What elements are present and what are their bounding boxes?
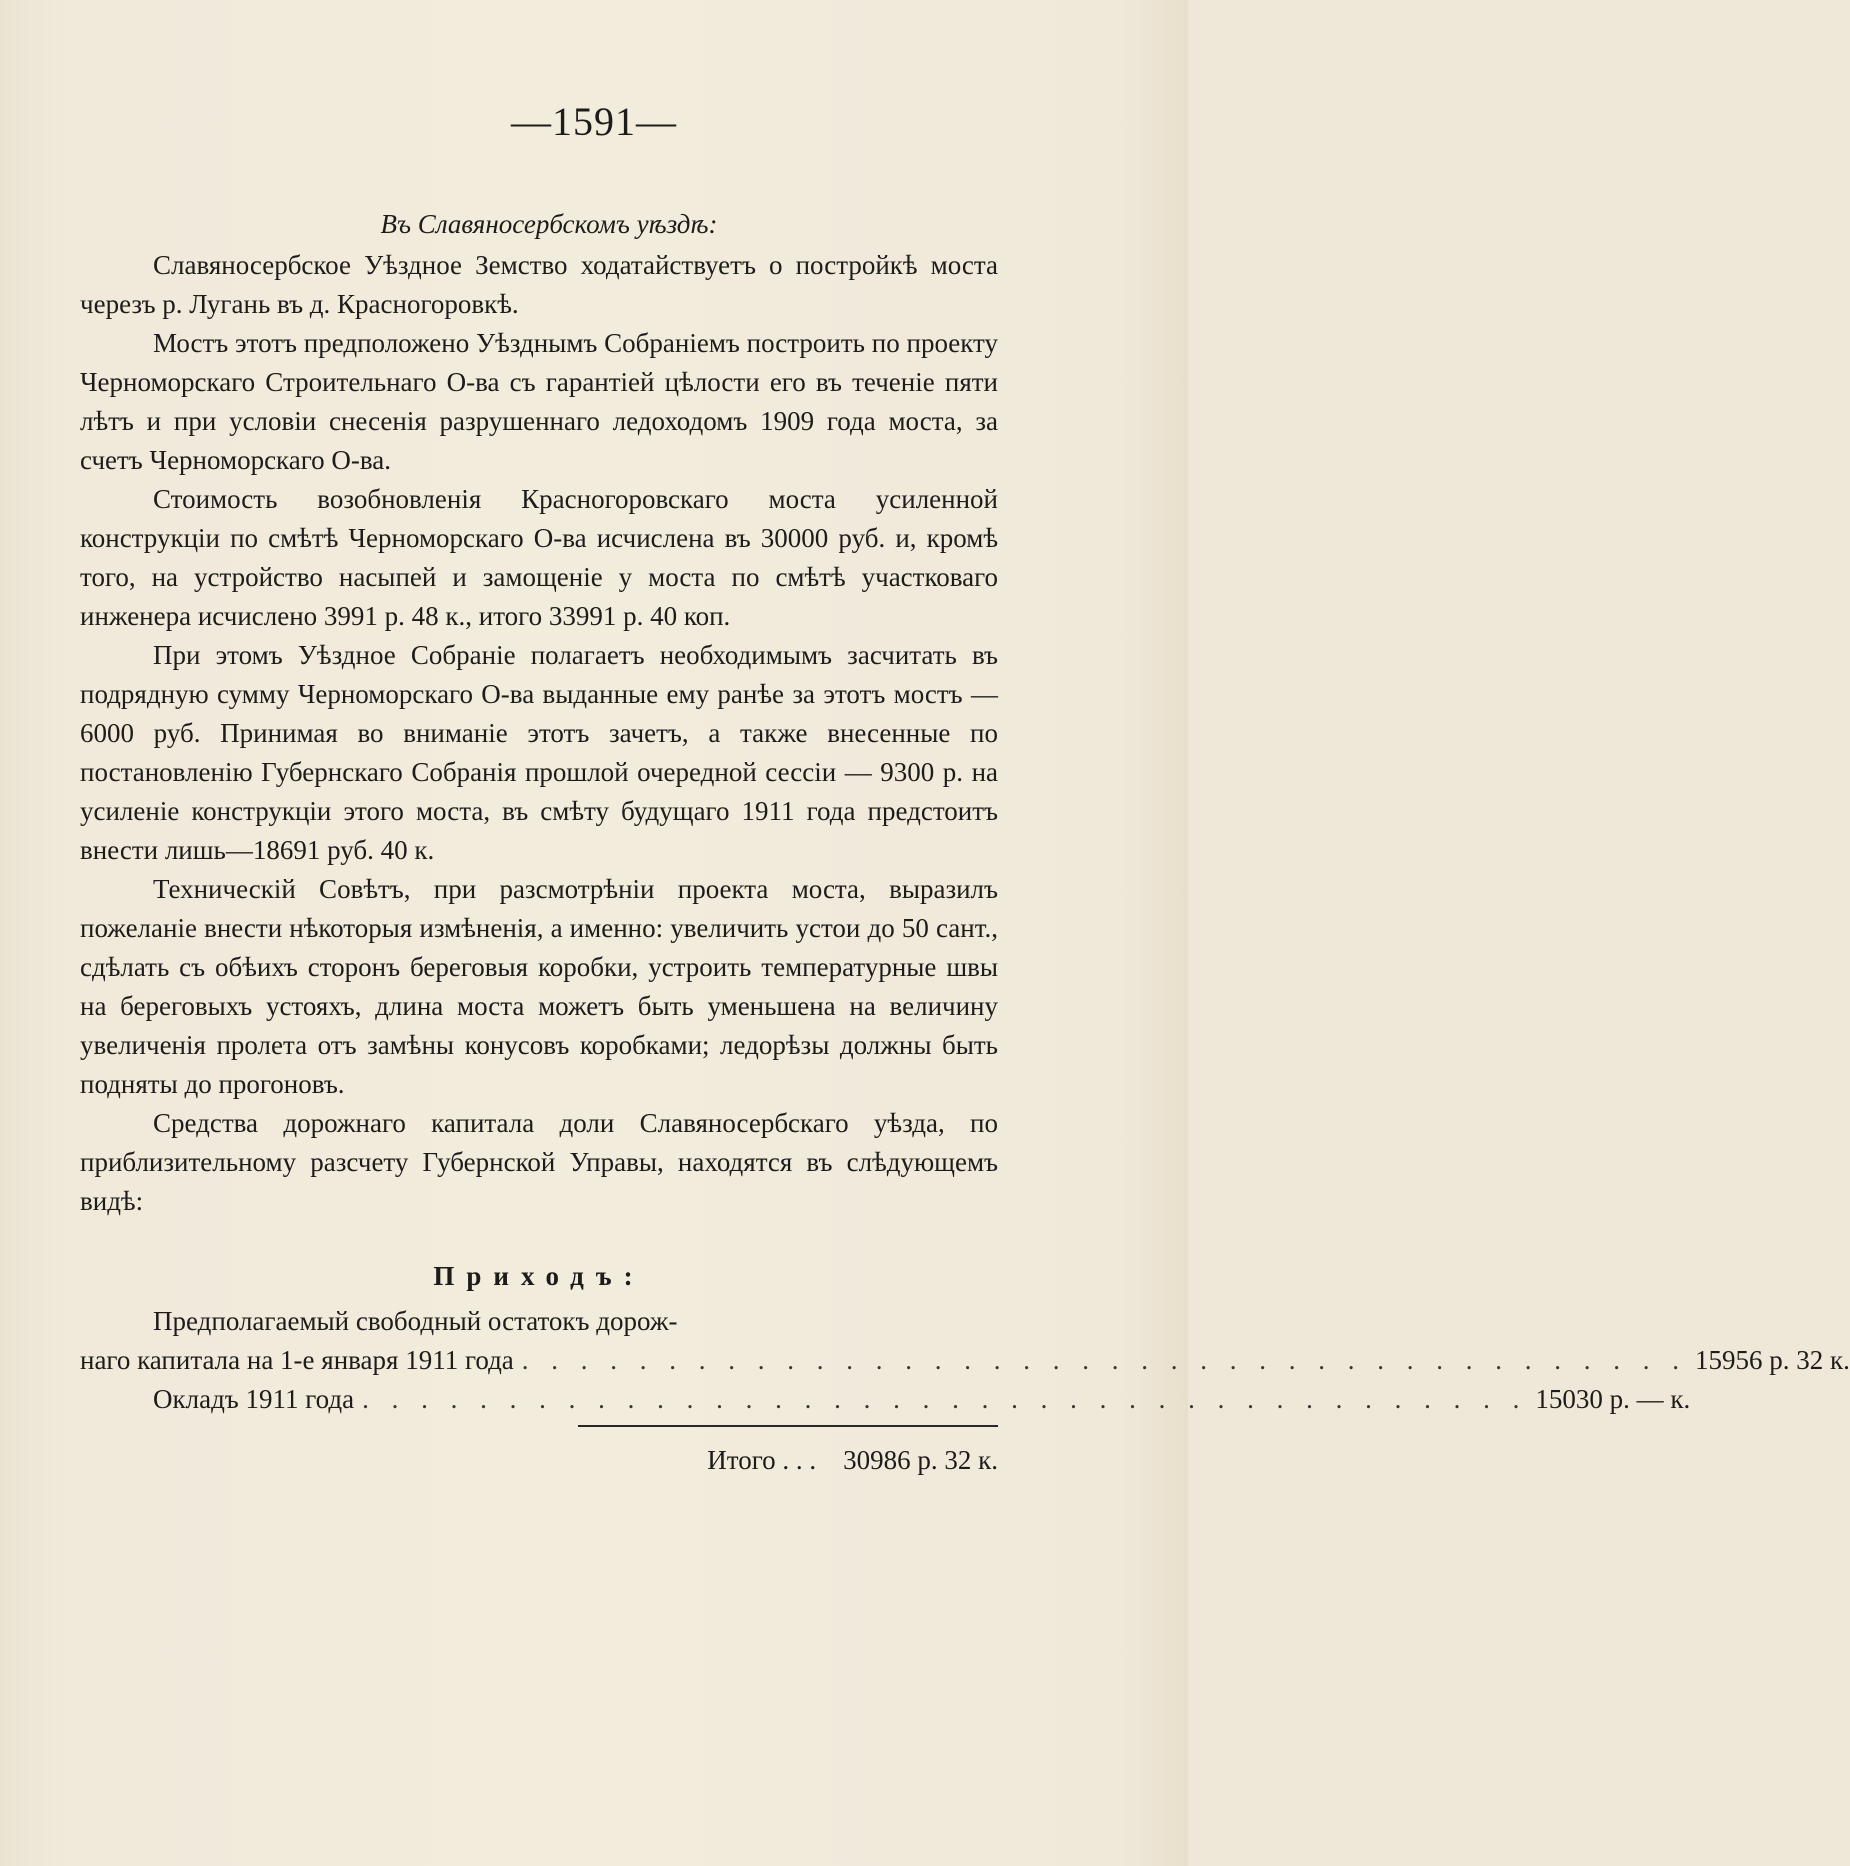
income-item-1-label-part2: наго капитала на 1-е января 1911 года bbox=[80, 1345, 514, 1375]
page-number: —1591— bbox=[511, 99, 677, 144]
paragraph-petition: Славяносербское Уѣздное Земство ходатайствуетъ о постройкѣ моста черезъ р. Лугань въ д. Красногоровкѣ. bbox=[80, 250, 998, 319]
income-item-1-line-2 bbox=[80, 1341, 1850, 1380]
income-total bbox=[80, 1441, 998, 1480]
main-text bbox=[80, 205, 1850, 1480]
income-item-1-amount: 15956 р. 32 к. bbox=[1695, 1345, 1850, 1375]
income-item-2-label: Окладъ 1911 года bbox=[153, 1384, 355, 1414]
paragraph-assembly: При этомъ Уѣздное Собраніе полагаетъ необходимымъ засчитать въ подрядную сумму Черноморскаго О-ва выданные ему ранѣе за этотъ мостъ — 6000 руб. Принимая во вниманіе этотъ зачетъ, а также внесенные по постановленію Губернскаго Собранія прошлой очередной сессіи — 9300 р. на усиленіе конструкціи этого моста, въ смѣту будущаго 1911 года предстоитъ внести лишь—18691 руб. 40 к. bbox=[80, 640, 998, 865]
total-rule bbox=[578, 1425, 998, 1427]
leader-dots: . . . . . . . . . . . . . . . . . . . . . . . . . . . . . . . . . . . . . . . . bbox=[521, 1345, 1688, 1375]
income-total-amount: 30986 р. 32 к. bbox=[843, 1445, 998, 1475]
paragraph-technical-council: Техническій Совѣтъ, при разсмотрѣніи проекта моста, выразилъ пожеланіе внести нѣкоторыя измѣненія, а именно: увеличить устои до 50 сант., сдѣлать съ обѣихъ сторонъ береговыя коробки, устроить температурные швы на береговыхъ устояхъ, длина моста можетъ быть уменьшена на величину увеличенія пролета отъ замѣны конусовъ коробками; ледорѣзы должны быть подняты до прогоновъ. bbox=[80, 874, 998, 1099]
income-title: Приходъ: bbox=[433, 1261, 645, 1291]
income-item-2-amount: 15030 р. — к. bbox=[1535, 1384, 1691, 1414]
income-item-1-label-part1: Предполагаемый свободный остатокъ дорож- bbox=[153, 1306, 678, 1336]
income-item-2 bbox=[80, 1380, 1691, 1419]
income-ledger bbox=[80, 1302, 1850, 1480]
district-heading: Въ Славяносербскомъ уѣздѣ: bbox=[380, 209, 718, 239]
paragraph-bridge-project: Мостъ этотъ предположено Уѣзднымъ Собраніемъ построить по проекту Черноморскаго Строительнаго О-ва съ гарантіей цѣлости его въ теченіе пяти лѣтъ и при условіи снесенія разрушеннаго ледоходомъ 1909 года моста, за счетъ Черноморскаго О-ва. bbox=[80, 328, 998, 475]
income-total-label: Итого . . . bbox=[707, 1445, 817, 1475]
paragraph-road-capital: Средства дорожнаго капитала доли Славяносербскаго уѣзда, по приблизительному разсчету Губернской Управы, находятся въ слѣдующемъ видѣ: bbox=[80, 1108, 998, 1216]
paragraph-cost: Стоимость возобновленія Красногоровскаго моста усиленной конструкціи по смѣтѣ Черноморскаго О-ва исчислена въ 30000 руб. и, кромѣ того, на устройство насыпей и замощеніе у моста по смѣтѣ участковаго инженера исчислено 3991 р. 48 к., итого 33991 р. 40 коп. bbox=[80, 484, 998, 631]
leader-dots: . . . . . . . . . . . . . . . . . . . . . . . . . . . . . . . . . . . . . . . . bbox=[362, 1384, 1528, 1414]
income-item-1-line-1 bbox=[80, 1302, 998, 1341]
